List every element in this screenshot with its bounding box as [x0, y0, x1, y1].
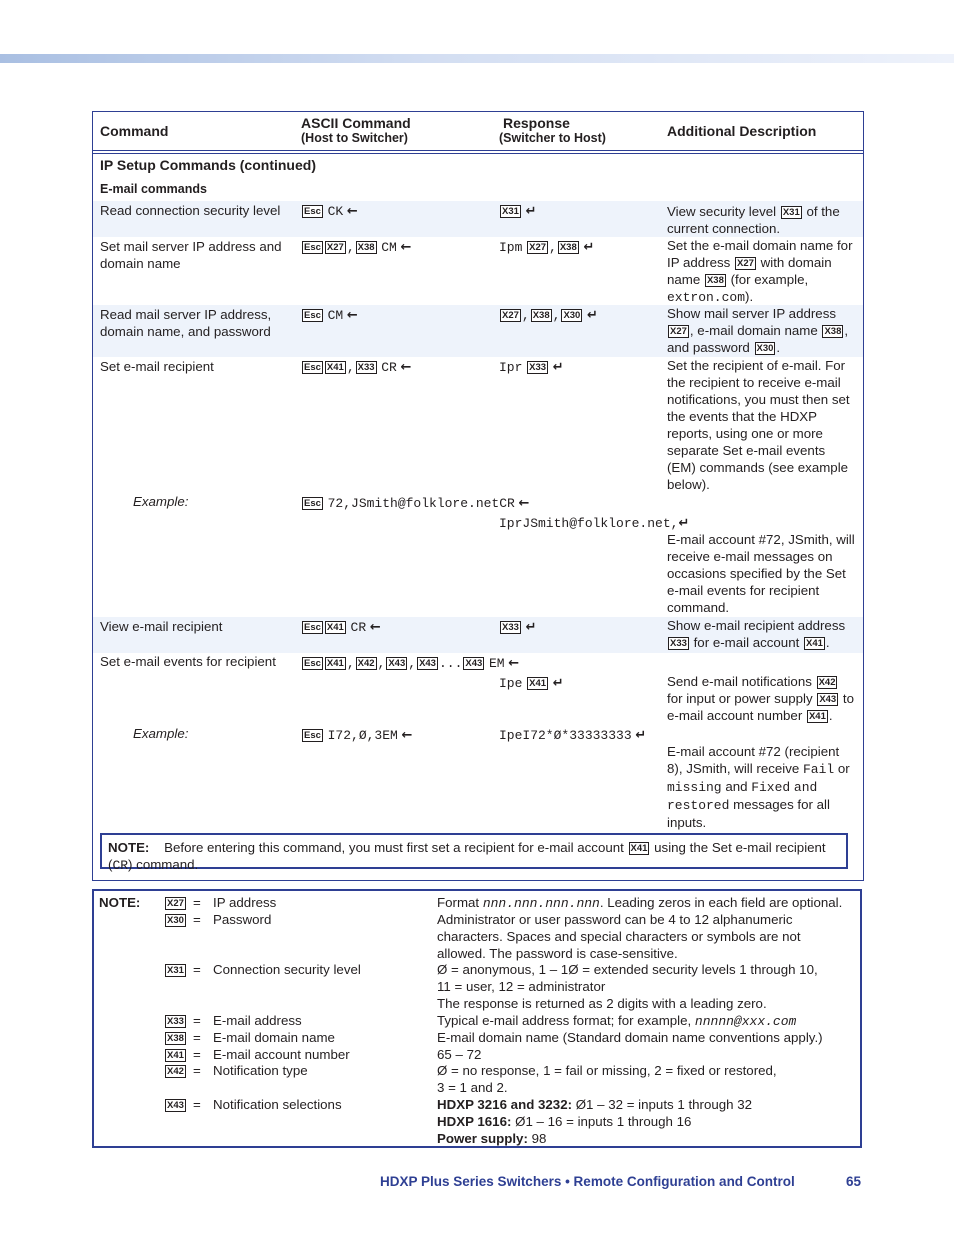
response: Ipe X41 ↵	[499, 676, 564, 691]
variable-description: Ø = no response, 1 = fail or missing, 2 = fixed or restored, 3 = 1 and 2.	[437, 1063, 777, 1095]
variable-name: Connection security level	[213, 962, 361, 977]
variable-key: X30	[167, 915, 184, 926]
return-arrow-icon: ↵	[525, 620, 537, 635]
response: Ipr X33 ↵	[499, 360, 564, 375]
command-name: Read connection security level	[100, 203, 281, 218]
variable-name: IP address	[213, 895, 277, 910]
variable-description: Typical e-mail address format; for example, nnnnn@xxx.com	[437, 1013, 797, 1029]
enter-arrow-icon: ←	[518, 496, 530, 511]
enter-arrow-icon: ←	[401, 728, 413, 743]
ascii-command: Esc I72,Ø,3EM ←	[304, 728, 413, 743]
ascii-command: Esc X41 , X42 , X43 , X43 ... X43 EM ←	[304, 656, 520, 671]
variable-key: X33	[167, 1016, 184, 1027]
equals: =	[193, 1013, 201, 1028]
variable-key: X38	[167, 1033, 184, 1044]
enter-arrow-icon: ←	[346, 204, 358, 219]
variable-description: 65 – 72	[437, 1047, 482, 1062]
response: IpeI72*Ø*33333333 ↵	[499, 728, 647, 743]
equals: =	[193, 1097, 201, 1112]
top-accent-bar	[0, 54, 954, 63]
variable-key: X41	[167, 1050, 184, 1061]
table-row	[93, 237, 863, 305]
ascii-command: Esc 72,JSmith@folklore.netCR ←	[304, 496, 530, 511]
note-box: NOTE: Before entering this command, you must first set a recipient for e-mail account X41 using the Set e-mail recipient (CR) command.	[100, 833, 848, 869]
header-ascii-label: ASCII Command	[301, 115, 411, 131]
variable-name: Notification type	[213, 1063, 308, 1078]
command-name: Set e-mail events for recipient	[100, 654, 276, 669]
header-ascii-sub: (Host to Switcher)	[301, 131, 408, 145]
variable-key: X31	[167, 965, 184, 976]
variable-description: HDXP 3216 and 3232: Ø1 – 32 = inputs 1 through 32 HDXP 1616: Ø1 – 16 = inputs 1 through 16 Power supply: 98	[437, 1097, 753, 1146]
ascii-command: Esc X27 , X38 CM ←	[304, 240, 412, 255]
ascii-command: Esc X41 , X33 CR ←	[304, 360, 412, 375]
command-name: Set mail server IP address and domain name	[100, 239, 282, 271]
description: E-mail account #72, JSmith, will receive e-mail messages on occasions specified by the Set e-mail events for recipient command.	[667, 532, 855, 615]
variable-description: Format nnn.nnn.nnn.nnn. Leading zeros in each field are optional.	[437, 895, 843, 911]
variable-key: X31	[502, 206, 519, 217]
command-name: Set e-mail recipient	[100, 359, 214, 374]
equals: =	[193, 912, 201, 927]
variable-name: Notification selections	[213, 1097, 342, 1112]
description: Show e-mail recipient address X33 for e-mail account X41 .	[667, 618, 846, 650]
header-divider	[93, 150, 863, 151]
command-table	[92, 111, 864, 881]
variable-name: E-mail address	[213, 1013, 302, 1028]
footer-title: HDXP Plus Series Switchers • Remote Configuration and Control	[380, 1174, 795, 1189]
equals: =	[193, 1030, 201, 1045]
example-label: Example:	[133, 726, 189, 741]
description: Send e-mail notifications X42 for input or power supply X43 to e-mail account number X41 .	[667, 674, 855, 723]
section-title: IP Setup Commands (continued)	[100, 157, 316, 173]
return-arrow-icon: ↵	[525, 204, 537, 219]
note-label: NOTE:	[108, 840, 150, 855]
return-arrow-icon: ↵	[552, 676, 564, 691]
enter-arrow-icon: ←	[400, 240, 412, 255]
table-row	[93, 357, 863, 493]
equals: =	[193, 962, 201, 977]
variable-name: E-mail domain name	[213, 1030, 335, 1045]
ascii-command	[301, 202, 358, 220]
return-arrow-icon: ↵	[552, 360, 564, 375]
response: X33 ↵	[502, 620, 537, 635]
variable-key: X27	[167, 898, 184, 909]
example-label: Example:	[133, 494, 189, 509]
subsection-title: E-mail commands	[100, 182, 207, 196]
equals: =	[193, 1047, 201, 1062]
ascii-text: CK	[327, 204, 344, 219]
note-label: NOTE:	[99, 895, 141, 910]
header-response	[499, 115, 606, 145]
ascii-command: Esc X41 CR ←	[304, 620, 381, 635]
header-divider-2	[93, 153, 863, 154]
table-row	[93, 653, 863, 725]
variable-key: X42	[167, 1066, 184, 1077]
description: Show mail server IP address X27 , e-mail domain name X38 , and password X30 .	[667, 306, 849, 355]
table-row	[93, 305, 863, 357]
header-command: Command	[100, 123, 169, 139]
ascii-command: Esc CM ←	[304, 308, 358, 323]
header-description: Additional Description	[667, 123, 817, 139]
header-response-label: Response	[503, 115, 570, 131]
response: IprJSmith@folklore.net,↵	[499, 516, 690, 531]
return-arrow-icon: ↵	[678, 516, 690, 531]
description: Set the e-mail domain name for IP address X27 with domain name X38 (for example, extron.com).	[667, 238, 853, 305]
return-arrow-icon: ↵	[587, 308, 598, 323]
variable-description: Ø = anonymous, 1 – 1Ø = extended security levels 1 through 10, 11 = user, 12 = administrator The response is returned as 2 digits with a leading zero.	[437, 962, 818, 1011]
equals: =	[193, 1063, 201, 1078]
variable-name: E-mail account number	[213, 1047, 350, 1062]
description: E-mail account #72 (recipient 8), JSmith, will receive Fail or missing and Fixed and restored messages for all inputs.	[667, 744, 850, 830]
response: X27 , X38 , X30 ↵	[502, 308, 598, 323]
variable-key: X43	[167, 1100, 184, 1111]
header-response-sub: (Switcher to Host)	[499, 131, 606, 145]
description: Set the recipient of e-mail. For the recipient to receive e-mail notifications, you must then set the events that the HDXP reports, using one or more separate Set e-mail events (EM) commands (see example below).	[667, 358, 850, 492]
variable-name: Password	[213, 912, 272, 927]
response	[499, 202, 537, 220]
header-ascii	[301, 115, 411, 145]
key-esc: Esc	[304, 206, 321, 217]
variable-description: Administrator or user password can be 4 to 12 alphanumeric characters. Spaces and special characters or symbols are not allowed. The password is case-sensitive.	[437, 912, 801, 961]
variables-note-box	[92, 889, 862, 1148]
table-row	[93, 725, 863, 829]
table-row	[93, 617, 863, 653]
return-arrow-icon: ↵	[583, 240, 595, 255]
response: Ipm X27 , X38 ↵	[499, 240, 595, 255]
enter-arrow-icon: ←	[400, 360, 412, 375]
description: View security level X31 of the current connection.	[667, 204, 840, 236]
equals: =	[193, 895, 201, 910]
enter-arrow-icon: ←	[369, 620, 381, 635]
variable-description: E-mail domain name (Standard domain name conventions apply.)	[437, 1030, 823, 1045]
command-name: View e-mail recipient	[100, 619, 223, 634]
command-name: Read mail server IP address, domain name, and password	[100, 307, 272, 339]
enter-arrow-icon: ←	[508, 656, 520, 671]
table-row	[93, 201, 863, 237]
table-row	[93, 493, 863, 617]
enter-arrow-icon: ←	[346, 308, 358, 323]
return-arrow-icon: ↵	[635, 728, 647, 743]
page-number: 65	[846, 1174, 862, 1189]
table-header	[93, 112, 863, 150]
